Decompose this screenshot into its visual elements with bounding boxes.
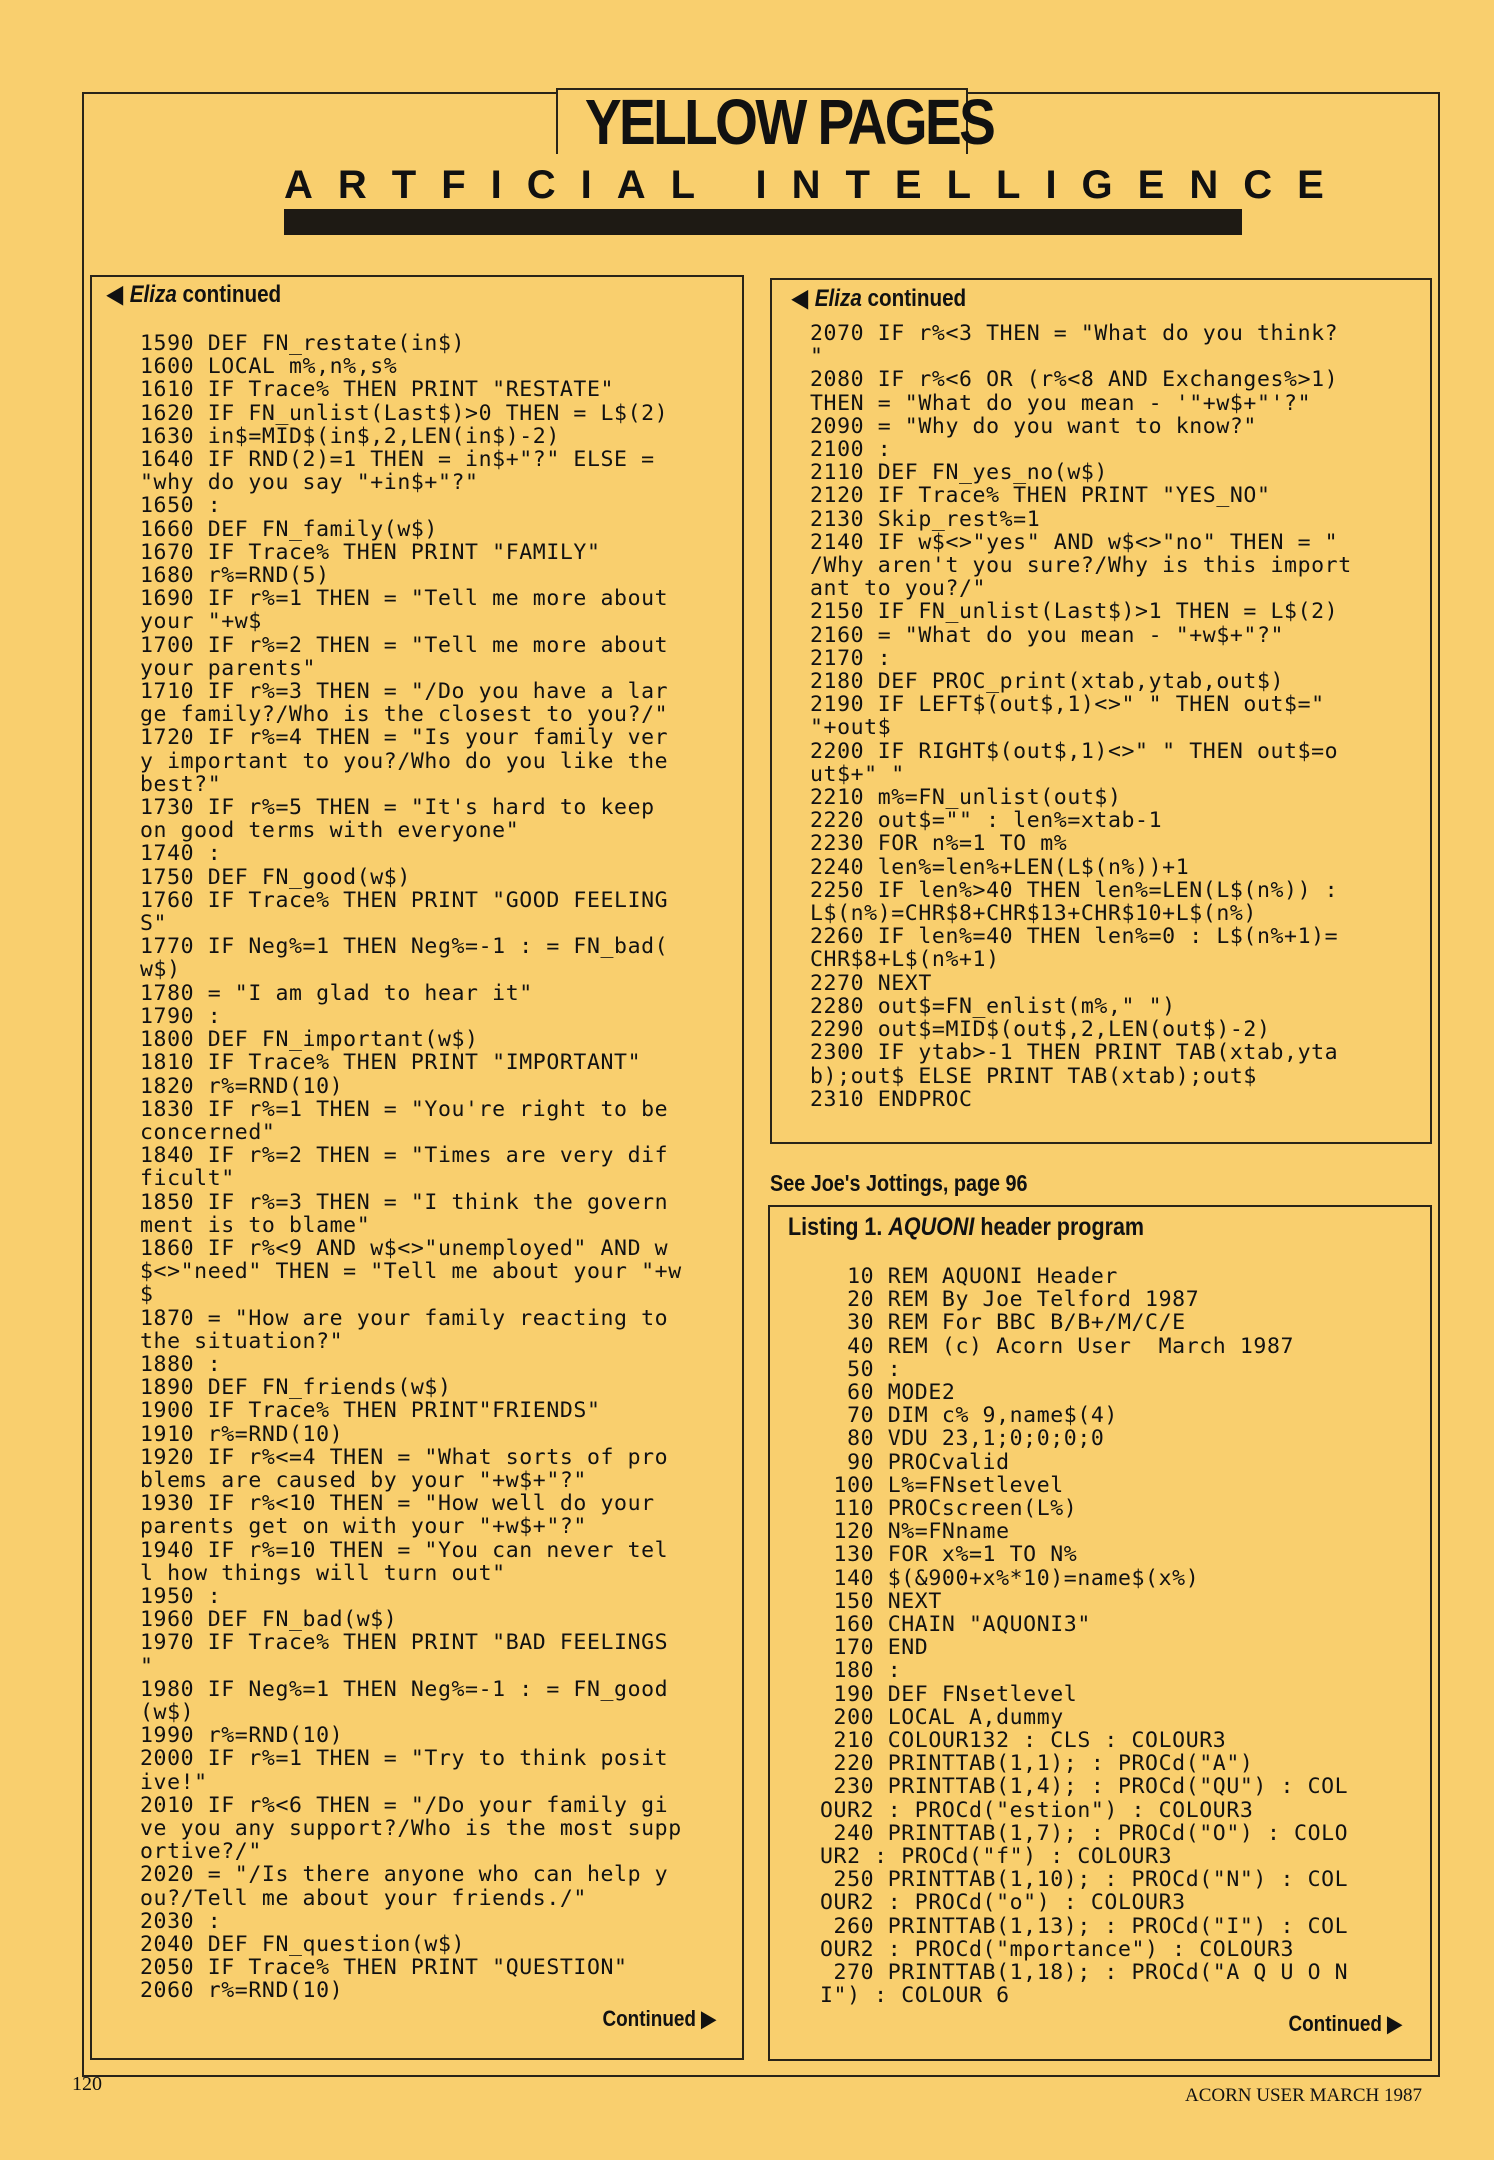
left-continued-label: Continued ▶ xyxy=(602,2006,716,2031)
listing-title: Listing 1. AQUONI header program xyxy=(788,1213,1145,1241)
jottings-reference: See Joe's Jottings, page 96 xyxy=(770,1170,1028,1196)
left-code-listing: 1590 DEF FN_restate(in$) 1600 LOCAL m%,n%,s% 1610 IF Trace% THEN PRINT "RESTATE" 1620 IF FN_unlist(Last$)>0 THEN = L$(2) 1630 in$=MID$(in$,2,LEN(in$)-2) 1640 IF RND(2)=1 THEN = in$+"?" ELSE = "why do you say "+in$+"?" 1650 : 1660 DEF FN_family(w$) 1670 IF Trace% THEN PRINT "FAMILY" 1680 r%=RND(5) 1690 IF r%=1 THEN = "Tell me more about your "+w$ 1700 IF r%=2 THEN = "Tell me more about your parents" 1710 IF r%=3 THEN = "/Do you have a lar ge family?/Who is the closest to you?/" 1720 IF r%=4 THEN = "Is your family ver y important to you?/Who do you like the best?" 1730 IF r%=5 THEN = "It's hard to keep on good terms with everyone" 1740 : 1750 DEF FN_good(w$) 1760 IF Trace% THEN PRINT "GOOD FEELING S" 1770 IF Neg%=1 THEN Neg%=-1 : = FN_bad( w$) 1780 = "I am glad to hear it" 1790 : 1800 DEF FN_important(w$) 1810 IF Trace% THEN PRINT "IMPORTANT" 1820 r%=RND(10) 1830 IF r%=1 THEN = "You're right to be concerned" 1840 IF r%=2 THEN = "Times are very dif ficult" 1850 IF r%=3 THEN = "I think the govern ment is to blame" 1860 IF r%<9 AND w$<>"unemployed" AND w $<>"need" THEN = "Tell me about your "+w $ 1870 = "How are your family reacting to the situation?" 1880 : 1890 DEF FN_friends(w$) 1900 IF Trace% THEN PRINT"FRIENDS" 1910 r%=RND(10) 1920 IF r%<=4 THEN = "What sorts of pro blems are caused by your "+w$+"?" 1930 IF r%<10 THEN = "How well do your parents get on with your "+w$+"?" 1940 IF r%=10 THEN = "You can never tel l how things will turn out" 1950 : 1960 DEF FN_bad(w$) 1970 IF Trace% THEN PRINT "BAD FEELINGS " 1980 IF Neg%=1 THEN Neg%=-1 : = FN_good (w$) 1990 r%=RND(10) 2000 IF r%=1 THEN = "Try to think posit ive!" 2010 IF r%<6 THEN = "/Do your family gi ve you any support?/Who is the most supp ortive?/" 2020 = "/Is there anyone who can help y ou?/Tell me about your friends./" 2030 : 2040 DEF FN_question(w$) 2050 IF Trace% THEN PRINT "QUESTION" 2060 r%=RND(10) xyxy=(140,331,682,2004)
left-arrow-icon: ◀ xyxy=(107,281,123,308)
left-arrow-icon: ◀ xyxy=(792,285,808,312)
title-underline-bar xyxy=(284,209,1242,235)
left-panel-heading: ◀ Eliza continued xyxy=(107,281,282,308)
right-arrow-icon: ▶ xyxy=(701,2006,716,2031)
listing-continued-label: Continued ▶ xyxy=(1288,2011,1402,2036)
section-subtitle: ARTFICIAL INTELLIGENCE xyxy=(284,163,1349,207)
page-number: 120 xyxy=(72,2073,102,2095)
page-title: YELLOW PAGES xyxy=(584,86,994,158)
right-top-code-listing: 2070 IF r%<3 THEN = "What do you think? " 2080 IF r%<6 OR (r%<8 AND Exchanges%>1) THEN = "What do you mean - '"+w$+"'?" 2090 = "Why do you want to know?" 2100 : 2110 DEF FN_yes_no(w$) 2120 IF Trace% THEN PRINT "YES_NO" 2130 Skip_rest%=1 2140 IF w$<>"yes" AND w$<>"no" THEN = " /Why aren't you sure?/Why is this import ant to you?/" 2150 IF FN_unlist(Last$)>1 THEN = L$(2) 2160 = "What do you mean - "+w$+"?" 2170 : 2180 DEF PROC_print(xtab,ytab,out$) 2190 IF LEFT$(out$,1)<>" " THEN out$=" "+out$ 2200 IF RIGHT$(out$,1)<>" " THEN out$=o ut$+" " 2210 m%=FN_unlist(out$) 2220 out$="" : len%=xtab-1 2230 FOR n%=1 TO m% 2240 len%=len%+LEN(L$(n%))+1 2250 IF len%>40 THEN len%=LEN(L$(n%)) : L$(n%)=CHR$8+CHR$13+CHR$10+L$(n%) 2260 IF len%=40 THEN len%=0 : L$(n%+1)= CHR$8+L$(n%+1) 2270 NEXT 2280 out$=FN_enlist(m%," ") 2290 out$=MID$(out$,2,LEN(out$)-2) 2300 IF ytab>-1 THEN PRINT TAB(xtab,yta b);out$ ELSE PRINT TAB(xtab);out$ 2310 ENDPROC xyxy=(810,321,1352,1112)
listing-code: 10 REM AQUONI Header 20 REM By Joe Telford 1987 30 REM For BBC B/B+/M/C/E 40 REM (c) Acorn User March 1987 50 : 60 MODE2 70 DIM c% 9,name$(4) 80 VDU 23,1;0;0;0;0 90 PROCvalid 100 L%=FNsetlevel 110 PROCscreen(L%) 120 N%=FNname 130 FOR x%=1 TO N% 140 $(&900+x%*10)=name$(x%) 150 NEXT 160 CHAIN "AQUONI3" 170 END 180 : 190 DEF FNsetlevel 200 LOCAL A,dummy 210 COLOUR132 : CLS : COLOUR3 220 PRINTTAB(1,1); : PROCd("A") 230 PRINTTAB(1,4); : PROCd("QU") : COL OUR2 : PROCd("estion") : COLOUR3 240 PRINTTAB(1,7); : PROCd("O") : COLO UR2 : PROCd("f") : COLOUR3 250 PRINTTAB(1,10); : PROCd("N") : COL OUR2 : PROCd("o") : COLOUR3 260 PRINTTAB(1,13); : PROCd("I") : COL OUR2 : PROCd("mportance") : COLOUR3 270 PRINTTAB(1,18); : PROCd("A Q U O N I") : COLOUR 6 xyxy=(820,1264,1349,2009)
right-top-panel-heading: ◀ Eliza continued xyxy=(792,285,967,312)
publication-footer: ACORN USER MARCH 1987 xyxy=(1185,2085,1423,2106)
right-arrow-icon: ▶ xyxy=(1387,2011,1402,2036)
